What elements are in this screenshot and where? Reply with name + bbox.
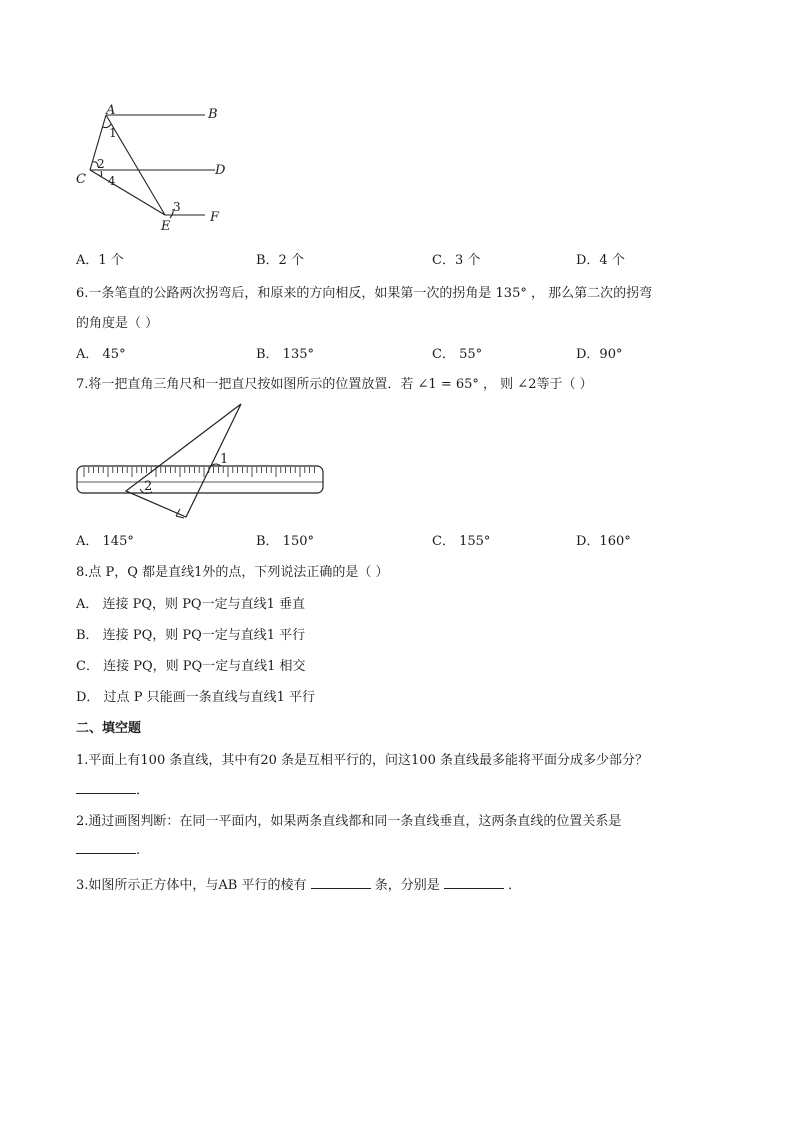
- q8-stem: 8.点 P，Q 都是直线1外的点，下列说法正确的是（ ）: [76, 565, 389, 580]
- label-point-e: E: [161, 219, 171, 234]
- label-point-c: C: [76, 172, 86, 187]
- q6-stem-line1: 6.一条笔直的公路两次拐弯后，和原来的方向相反，如果第一次的拐角是 135° ， 那么第二次的拐弯: [76, 286, 653, 301]
- q7-option-d: D．160°: [576, 534, 631, 549]
- label-point-d: D: [215, 163, 226, 178]
- label-angle-1: 1: [220, 452, 229, 467]
- fill-q2-text: 2.通过画图判断：在同一平面内，如果两条直线都和同一条直线垂直，这两条直线的位置关系是: [76, 814, 622, 829]
- fill-q2-tail: .: [136, 843, 141, 858]
- q7-option-a: A． 145°: [76, 534, 134, 549]
- label-point-a: A: [106, 103, 116, 118]
- fill-q2-blank[interactable]: [76, 841, 136, 854]
- q8-option-c: C． 连接 PQ，则 PQ一定与直线1 相交: [76, 659, 306, 674]
- label-angle-1: 1: [109, 126, 117, 140]
- q6-stem-line2: 的角度是（ ）: [76, 316, 159, 331]
- fill-q1-blank[interactable]: [76, 781, 136, 794]
- fill-q1-answer-line: [76, 779, 149, 798]
- q7-option-b: B． 150°: [256, 534, 314, 549]
- q6-option-a: A． 45°: [76, 347, 126, 362]
- q7-stem: 7.将一把直角三角尺和一把直尺按如图所示的位置放置．若 ∠1 = 65° ， 则 ∠2等于（ ）: [76, 377, 593, 392]
- q5-option-a: A．1 个: [76, 253, 124, 268]
- geometry-figure-parallel-lines: [70, 100, 240, 235]
- fill-q3-line: [76, 874, 521, 893]
- fill-q3-tail: ．: [508, 878, 522, 893]
- label-point-b: B: [208, 107, 218, 122]
- q8-option-b: B． 连接 PQ，则 PQ一定与直线1 平行: [76, 628, 306, 643]
- q6-option-c: C． 55°: [432, 347, 483, 362]
- q5-option-b: B．2 个: [256, 253, 304, 268]
- label-angle-3: 3: [173, 200, 181, 214]
- fill-q1-tail: ．: [136, 783, 150, 798]
- q8-option-d: D． 过点 P 只能画一条直线与直线1 平行: [76, 690, 315, 705]
- label-point-f: F: [210, 210, 220, 225]
- ruler-triangle-figure: [74, 400, 330, 522]
- fill-q3-part1: 3.如图所示正方体中，与AB 平行的棱有: [76, 878, 307, 893]
- fill-q3-blank-1[interactable]: [311, 876, 371, 889]
- q6-option-d: D．90°: [576, 347, 623, 362]
- label-angle-4: 4: [108, 174, 116, 188]
- fill-q2-answer-line: [76, 841, 140, 858]
- q8-option-a: A． 连接 PQ，则 PQ一定与直线1 垂直: [76, 597, 305, 612]
- q6-option-b: B． 135°: [256, 347, 314, 362]
- fill-q3-blank-2[interactable]: [444, 876, 504, 889]
- fill-q3-part2: 条，分别是: [374, 878, 440, 893]
- q5-option-c: C．3 个: [432, 253, 481, 268]
- section-title-fill-in: 二、填空题: [76, 721, 142, 736]
- q5-option-d: D．4 个: [576, 253, 625, 268]
- label-angle-2: 2: [144, 479, 153, 494]
- label-angle-2: 2: [97, 157, 105, 171]
- fill-q1-text: 1.平面上有100 条直线，其中有20 条是互相平行的，问这100 条直线最多能将平面分成多少部分？: [76, 753, 648, 768]
- q7-option-c: C． 155°: [432, 534, 491, 549]
